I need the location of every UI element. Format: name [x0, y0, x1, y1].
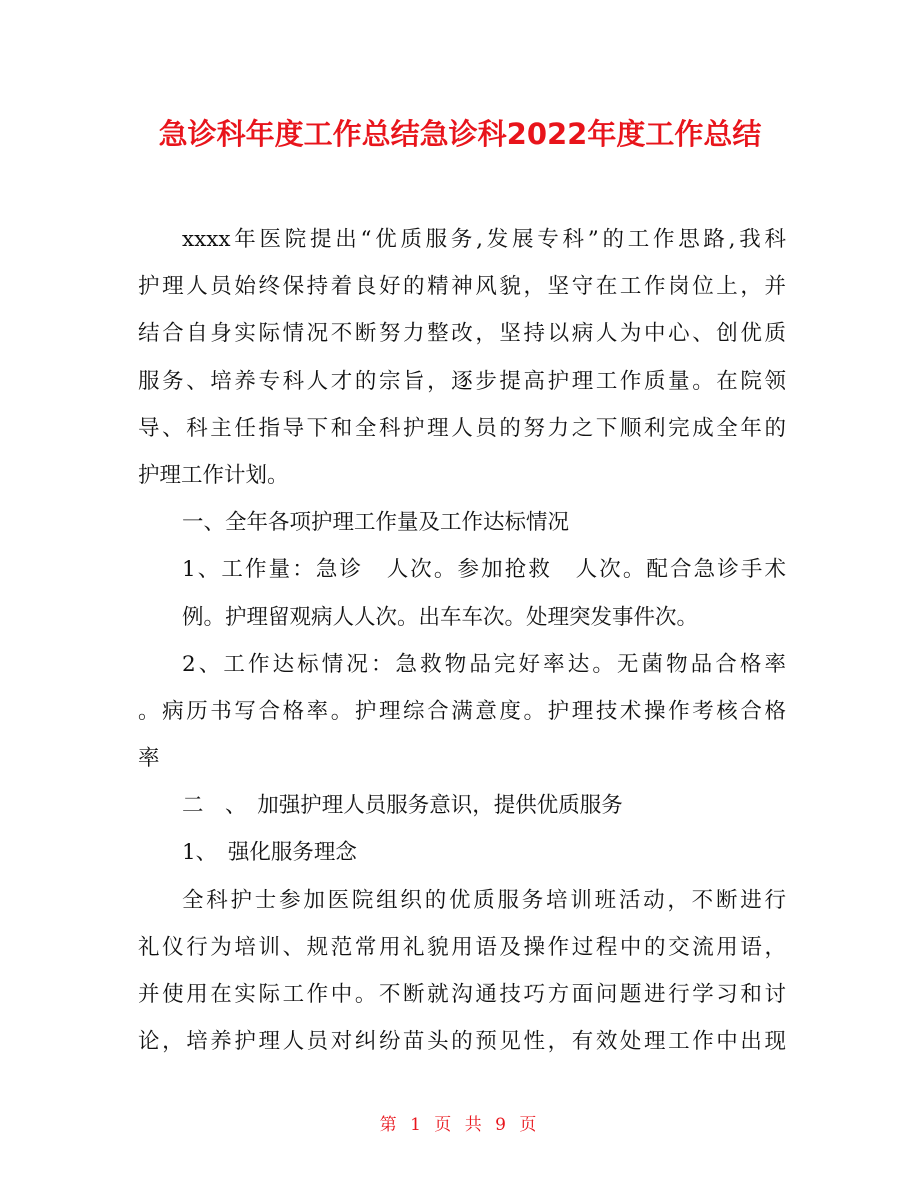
paragraph-line: 例。护理留观病人人次。出车车次。处理突发事件次。	[182, 604, 699, 630]
paragraph-line: 服务、培养专科人才的宗旨，逐步提高护理工作质量。在院领	[138, 368, 786, 394]
section-heading: 一、全年各项护理工作量及工作达标情况	[182, 510, 570, 536]
paragraph-line: 导、科主任指导下和全科护理人员的努力之下顺利完成全年的	[138, 415, 786, 441]
paragraph-line: 结合自身实际情况不断努力整改，坚持以病人为中心、创优质	[138, 321, 786, 347]
paragraph-line: 护理工作计划。	[138, 462, 289, 488]
document-body	[138, 216, 786, 1065]
paragraph-line: 率	[138, 746, 160, 772]
paragraph-line: 护理人员始终保持着良好的精神风貌，坚守在工作岗位上，并	[138, 274, 786, 300]
subsection-heading: 1、 强化服务理念	[182, 840, 357, 866]
paragraph-line: 全科护士参加医院组织的优质服务培训班活动，不断进行	[182, 887, 786, 913]
paragraph-line: 礼仪行为培训、规范常用礼貌用语及操作过程中的交流用语，	[138, 934, 786, 960]
section-heading: 二 、 加强护理人员服务意识，提供优质服务	[182, 793, 623, 819]
paragraph-line: 。病历书写合格率。护理综合满意度。护理技术操作考核合格	[138, 698, 786, 724]
page-title: 急诊科年度工作总结急诊科2022年度工作总结	[158, 117, 762, 151]
paragraph-line: 2、工作达标情况：急救物品完好率达。无菌物品合格率	[182, 651, 786, 677]
paragraph-line: 1、工作量：急诊 人次。参加抢救 人次。配合急诊手术	[182, 557, 786, 583]
paragraph-line: 论，培养护理人员对纠纷苗头的预见性，有效处理工作中出现	[138, 1029, 786, 1055]
paragraph-line: xxxx年医院提出“优质服务,发展专科”的工作思路,我科	[182, 227, 786, 252]
paragraph-line: 并使用在实际工作中。不断就沟通技巧方面问题进行学习和讨	[138, 982, 786, 1007]
page-indicator: 第 1 页 共 9 页	[379, 1115, 541, 1135]
